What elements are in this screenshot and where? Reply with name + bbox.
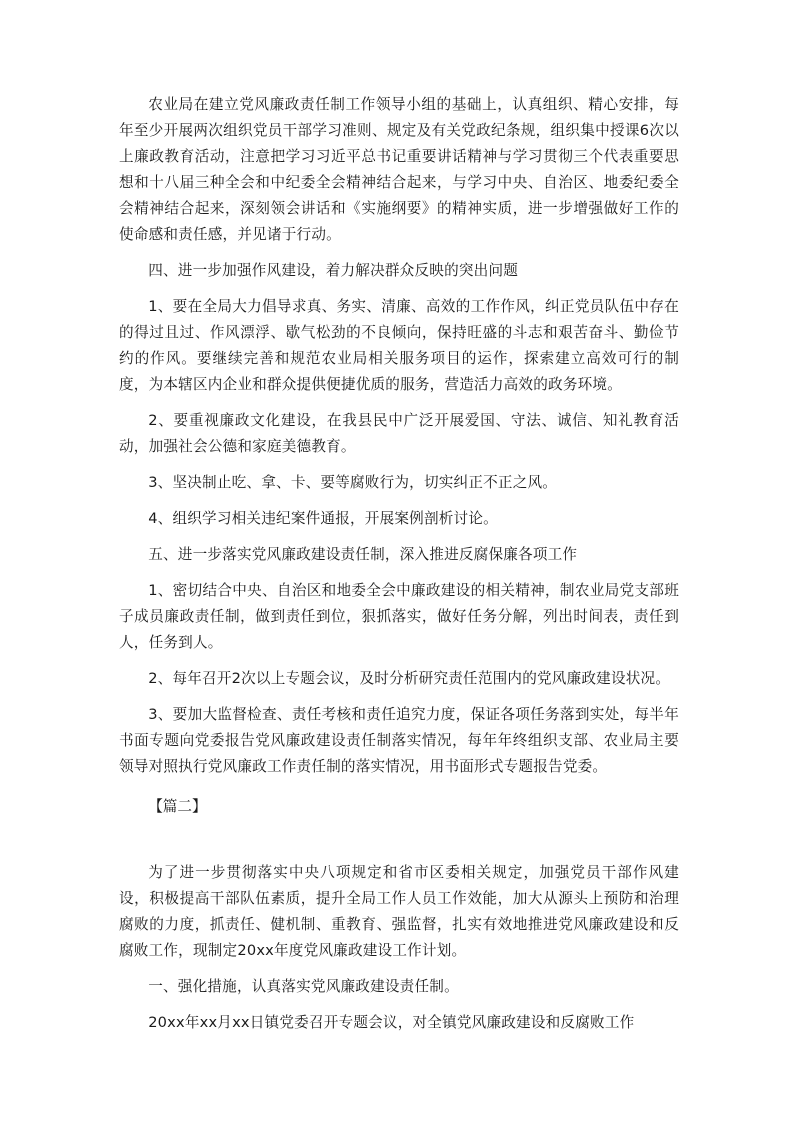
document-page [119,92,679,1046]
body-paragraph: 为了进一步贯彻落实中央八项规定和省市区委相关规定，加强党员干部作风建设，积极提高干部队伍素质，提升全局工作人员工作效能，加大从源头上预防和治理腐败的力度，抓责任、健机制、重教育、强监督，扎实有效地推进党风廉政建设和反腐败工作，现制定20xx年度党风廉政建设工作计划。 [119,864,679,959]
body-paragraph: 2、要重视廉政文化建设，在我县民中广泛开展爱国、守法、诚信、知礼教育活动，加强社会公德和家庭美德教育。 [119,412,679,455]
body-paragraph: 20xx年xx月xx日镇党委召开专题会议，对全镇党风廉政建设和反腐败工作 [148,1014,635,1031]
body-paragraph: 1、要在全局大力倡导求真、务实、清廉、高效的工作作风，纠正党员队伍中存在的得过且过、作风漂浮、歇气松劲的不良倾向，保持旺盛的斗志和艰苦奋斗、勤俭节约的作风。要继续完善和规范农业局相关服务项目的运作，探索建立高效可行的制度，为本辖区内企业和群众提供便捷优质的服务，营造活力高效的政务环境。 [119,298,679,393]
body-paragraph: 1、密切结合中央、自治区和地委全会中廉政建设的相关精神，制农业局党支部班子成员廉政责任制，做到责任到位，狠抓落实，做好任务分解，列出时间表，责任到人，任务到人。 [119,582,679,651]
body-paragraph: 3、坚决制止吃、拿、卡、要等腐败行为，切实纠正不正之风。 [148,474,558,491]
body-paragraph: 4、组织学习相关违纪案件通报，开展案例剖析讨论。 [148,510,498,527]
body-paragraph: 3、要加大监督检查、责任考核和责任追究力度，保证各项任务落到实处，每半年书面专题向党委报告党风廉政建设责任制落实情况，每年年终组织支部、农业局主要领导对照执行党风廉政工作责任制的落实情况，用书面形式专题报告党委。 [119,706,679,775]
spacer [119,820,679,860]
section-heading: 五、进一步落实党风廉政建设责任制，深入推进反腐保廉各项工作 [148,546,578,563]
body-paragraph: 2、每年召开2次以上专题会议，及时分析研究责任范围内的党风廉政建设状况。 [148,670,671,687]
body-paragraph: 农业局在建立党风廉政责任制工作领导小组的基础上，认真组织、精心安排，每年至少开展两次组织党员干部学习准则、规定及有关党政纪条规，组织集中授课6次以上廉政教育活动，注意把学习习近平总书记重要讲话精神与学习贯彻三个代表重要思想和十八届三种全会和中纪委全会精神结合起来，与学习中央、自治区、地委纪委全会精神结合起来，深刻领会讲话和《实施纲要》的精神实质，进一步增强做好工作的使命感和责任感，并见诸于行动。 [119,96,679,243]
section-heading: 四、进一步加强作风建设，着力解决群众反映的突出问题 [148,262,519,279]
section-heading: 一、强化措施，认真落实党风廉政建设责任制。 [148,978,459,995]
section-tag: 【篇二】 [148,798,207,815]
